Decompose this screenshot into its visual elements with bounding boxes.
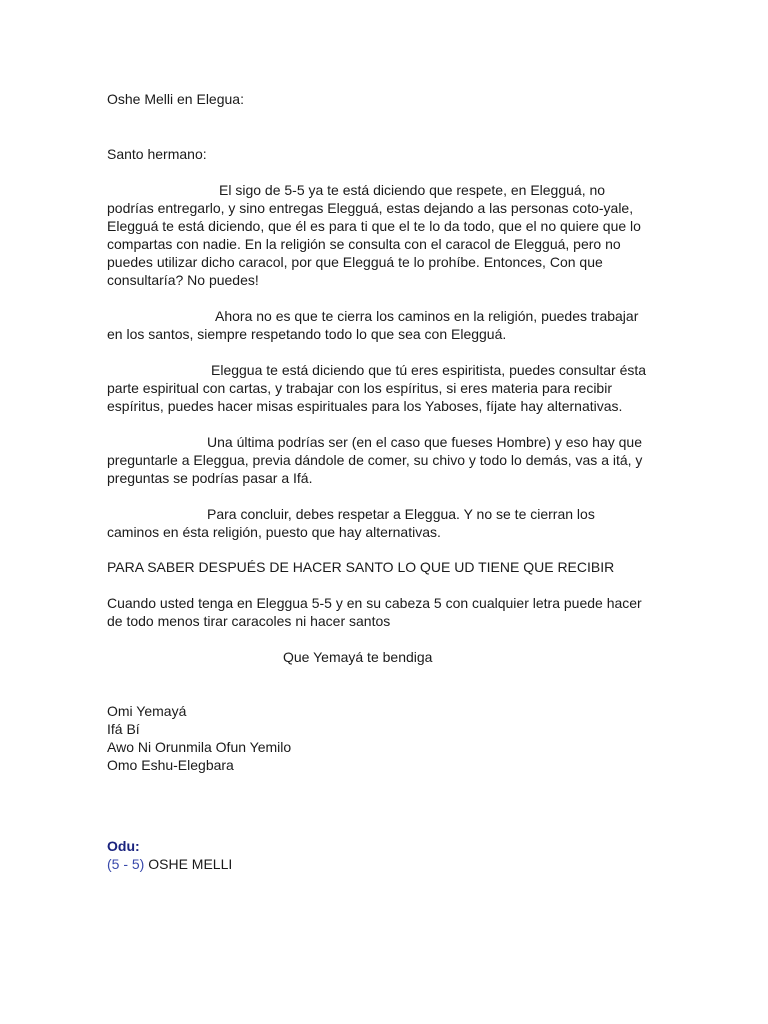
closing-blessing: Que Yemayá te bendiga (283, 649, 433, 665)
paragraph-4: Una última podrías ser (en el caso que fueses Hombre) y eso hay que preguntarle a Eleggua, previa dándole de comer, su chivo y todo lo demás, vas a itá, y preguntas se podrías pasar a Ifá. (107, 434, 643, 486)
paragraph-3: Eleggua te está diciendo que tú eres espiritista, puedes consultar ésta parte espiritual con cartas, y trabajar con los espíritus, si eres materia para recibir espíritus, puedes hacer misas espirituales para los Yaboses, fíjate hay alternativas. (107, 362, 647, 414)
signature-line: Awo Ni Orunmila Ofun Yemilo (107, 739, 292, 755)
signature-line: Omo Eshu-Elegbara (107, 757, 234, 773)
note-paragraph: Cuando usted tenga en Eleggua 5-5 y en su cabeza 5 con cualquier letra puede hacer de todo menos tirar caracoles ni hacer santos (107, 595, 642, 629)
odu-name: OSHE MELLI (148, 856, 233, 872)
odu-value (107, 855, 647, 873)
odu-block (107, 837, 647, 873)
signature-block (107, 702, 647, 774)
odu-number: (5 - 5) (107, 856, 145, 872)
greeting: Santo hermano: (107, 146, 207, 162)
paragraph-5: Para concluir, debes respetar a Eleggua. Y no se te cierran los caminos en ésta religión, puesto que hay alternativas. (107, 506, 595, 540)
document-title: Oshe Melli en Elegua: (107, 91, 244, 107)
document-page (107, 90, 647, 873)
paragraph-1: El sigo de 5-5 ya te está diciendo que respete, en Elegguá, no podrías entregarlo, y sino entregas Elegguá, estas dejando a las personas coto-yale, Elegguá te está diciendo, que él es para ti que el te lo da todo, que el no quiere que lo compartas con nadie. En la religión se consulta con el caracol de Elegguá, pero no puedes utilizar dicho caracol, por que Elegguá te lo prohíbe. Entonces, Con que consultaría? No puedes! (107, 182, 641, 288)
odu-label: Odu: (107, 838, 140, 854)
signature-line: Omi Yemayá (107, 703, 187, 719)
paragraph-2: Ahora no es que te cierra los caminos en la religión, puedes trabajar en los santos, siempre respetando todo lo que sea con Elegguá. (107, 308, 639, 342)
caps-heading: PARA SABER DESPUÉS DE HACER SANTO LO QUE UD TIENE QUE RECIBIR (107, 559, 615, 575)
signature-line: Ifá Bí (107, 721, 140, 737)
